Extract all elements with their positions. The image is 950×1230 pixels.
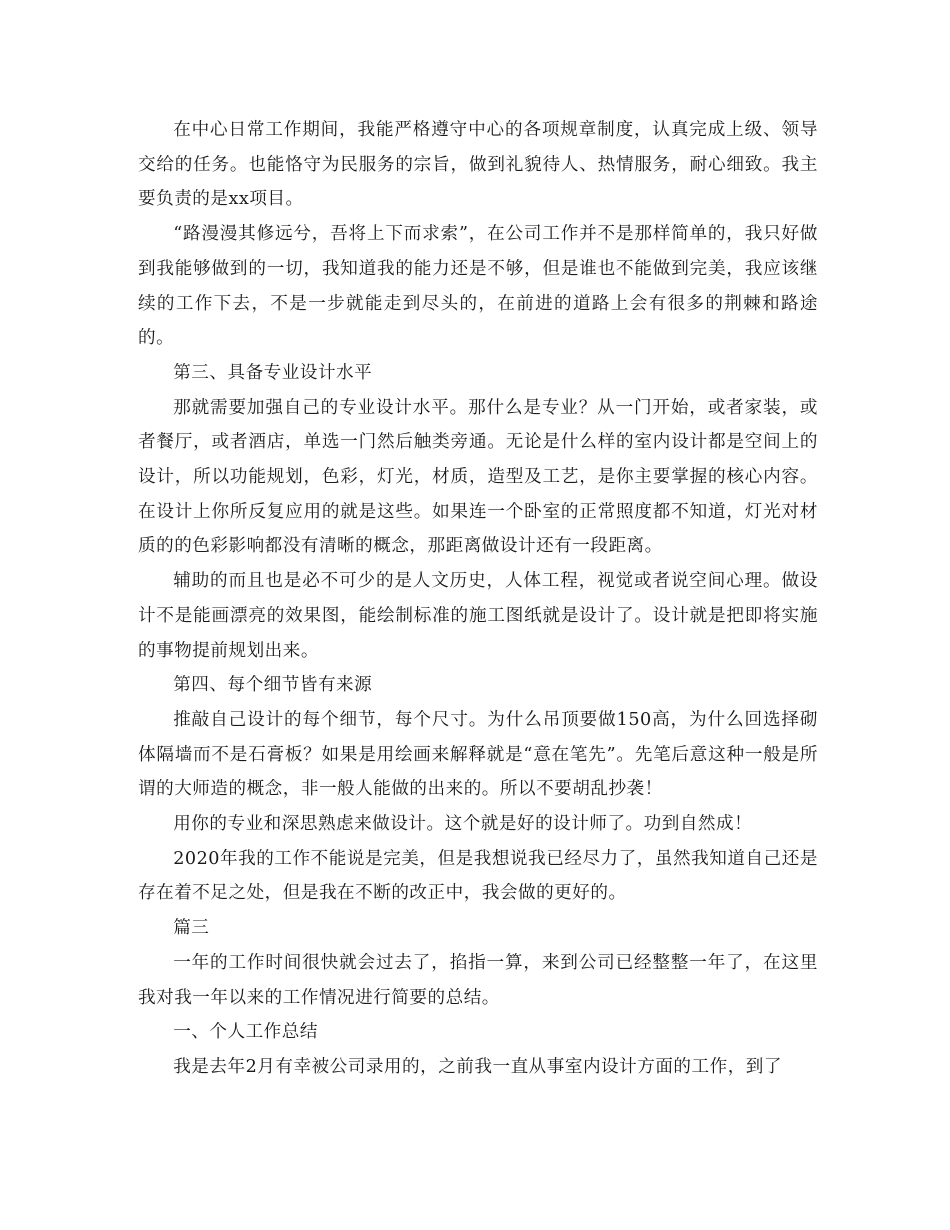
document-body <box>138 113 818 1085</box>
paragraph-1: 在中心日常工作期间，我能严格遵守中心的各项规章制度，认真完成上级、领导交给的任务。也能恪守为民服务的宗旨，做到礼貌待人、热情服务，耐心细致。我主要负责的是xx项目。 <box>138 120 818 210</box>
paragraph-11: 一年的工作时间很快就会过去了，掐指一算，来到公司已经整整一年了，在这里我对我一年以来的工作情况进行简要的总结。 <box>138 952 818 1008</box>
paragraph-8: 用你的专业和深思熟虑来做设计。这个就是好的设计师了。功到自然成！ <box>173 814 753 835</box>
paragraph-9: 2020年我的工作不能说是完美，但是我想说我已经尽力了，虽然我知道自己还是存在着不足之处，但是我在不断的改正中，我会做的更好的。 <box>138 848 818 904</box>
section-heading-1: 一、个人工作总结 <box>173 1022 318 1043</box>
paragraph-7: 推敲自己设计的每个细节，每个尺寸。为什么吊顶要做150高，为什么回选择砌体隔墙而不是石膏板？如果是用绘画来解释就是“意在笔先”。先笔后意这种一般是所谓的大师造的概念，非一般人能做的出来的。所以不要胡乱抄袭！ <box>138 709 818 800</box>
section-heading-3: 第三、具备专业设计水平 <box>173 362 373 383</box>
section-heading-4: 第四、每个细节皆有来源 <box>173 675 373 696</box>
chapter-heading: 篇三 <box>173 918 210 939</box>
paragraph-2: “路漫漫其修远兮，吾将上下而求索”，在公司工作并不是那样简单的，我只好做到我能够做到的一切，我知道我的能力还是不够，但是谁也不能做到完美，我应该继续的工作下去，不是一步就能走到尽头的，在前进的道路上会有很多的荆棘和路途的。 <box>138 224 818 349</box>
paragraph-4: 那就需要加强自己的专业设计水平。那什么是专业？从一门开始，或者家装，或者餐厅，或者酒店，单选一门然后触类旁通。无论是什么样的室内设计都是空间上的设计，所以功能规划，色彩，灯光，材质，造型及工艺，是你主要掌握的核心内容。在设计上你所反复应用的就是这些。如果连一个卧室的正常照度都不知道，灯光对材质的的色彩影响都没有清晰的概念，那距离做设计还有一段距离。 <box>138 397 818 557</box>
paragraph-13: 我是去年2月有幸被公司录用的，之前我一直从事室内设计方面的工作，到了 <box>173 1056 782 1077</box>
paragraph-5: 辅助的而且也是必不可少的是人文历史，人体工程，视觉或者说空间心理。做设计不是能画漂亮的效果图，能绘制标准的施工图纸就是设计了。设计就是把即将实施的事物提前规划出来。 <box>138 571 818 661</box>
